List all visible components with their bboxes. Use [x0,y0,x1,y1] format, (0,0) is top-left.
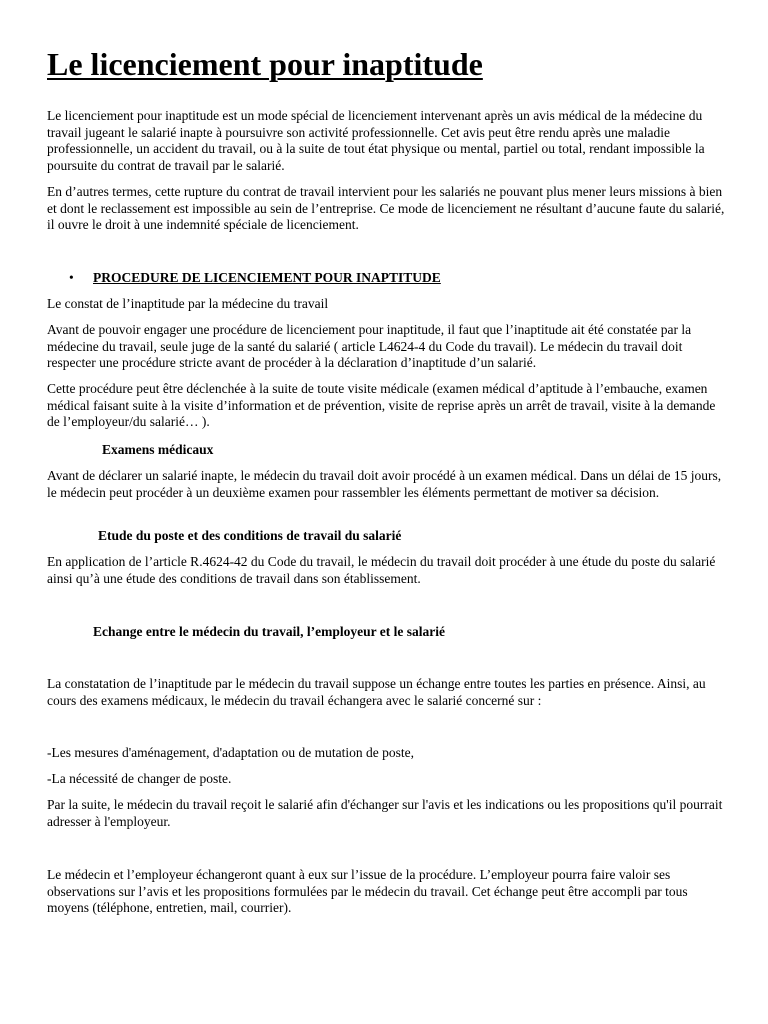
paragraph-application-article: En application de l’article R.4624-42 du Code du travail, le médecin du travail doit procéder à une étude du poste du salarié ainsi qu’à une étude des conditions de travail dans son établissement. [47,554,716,586]
paragraph-avant-engager: Avant de pouvoir engager une procédure de licenciement pour inaptitude, il faut que l’inaptitude ait été constatée par la médecine du travail, seule juge de la santé du salarié ( article L4624-4 du Code du travail). Le médecin du travail doit respecter une procédure stricte avant de procéder à la déclaration d’inaptitude d’un salarié. [47,322,692,371]
page-title: Le licenciement pour inaptitude [47,46,483,82]
subheading-etude: Etude du poste et des conditions de travail du salarié [98,528,402,543]
bullet-icon: • [69,270,74,285]
paragraph-intro-2: En d’autres termes, cette rupture du contrat de travail intervient pour les salariés ne pouvant plus mener leurs missions à bien et dont le reclassement est impossible au sein de l’entreprise. Ce mode de licenciement ne résultant d’aucune faute du salarié, il ouvre le droit à une indemnité spéciale de licenciement. [47,184,725,233]
list-item-amenagement: -Les mesures d'aménagement, d'adaptation ou de mutation de poste, [47,745,415,760]
subheading-examens: Examens médicaux [102,442,214,457]
paragraph-cette-procedure: Cette procédure peut être déclenchée à la suite de toute visite médicale (examen médical d’aptitude à l’embauche, examen médical faisant suite à la visite d’information et de prévention, visite de reprise après un arrêt de travail, visite à la demande de l’employeur/du salarié… ). [47,381,716,430]
paragraph-constat-heading: Le constat de l’inaptitude par la médecine du travail [47,296,329,311]
section-heading-procedure: PROCEDURE DE LICENCIEMENT POUR INAPTITUDE [93,270,441,285]
paragraph-par-la-suite: Par la suite, le médecin du travail reçoit le salarié afin d'échanger sur l'avis et les indications ou les propositions qu'il pourrait adresser à l'employeur. [47,797,723,829]
paragraph-medecin-employeur: Le médecin et l’employeur échangeront quant à eux sur l’issue de la procédure. L’employeur pourra faire valoir ses observations sur l’avis et les propositions formulées par le médecin du travail. Cet échange peut être accompli par tous moyens (téléphone, entretien, mail, courrier). [47,867,688,916]
paragraph-intro-1: Le licenciement pour inaptitude est un mode spécial de licenciement intervenant après un avis médical de la médecine du travail jugeant le salarié inapte à poursuivre son activité professionnelle. Cet avis peut être rendu après une maladie professionnelle, un accident du travail, ou à la suite de tout état physique ou mental, partiel ou total, rendant impossible la poursuite du contrat de travail par le salarié. [47,108,705,173]
list-item-changer-poste: -La nécessité de changer de poste. [47,771,232,786]
paragraph-avant-declarer: Avant de déclarer un salarié inapte, le médecin du travail doit avoir procédé à un examen médical. Dans un délai de 15 jours, le médecin peut procéder à un deuxième examen pour rassembler les éléments permettant de motiver sa décision. [47,468,722,500]
paragraph-constatation: La constatation de l’inaptitude par le médecin du travail suppose un échange entre toutes les parties en présence. Ainsi, au cours des examens médicaux, le médecin du travail échangera avec le salarié concerné sur : [47,676,706,708]
subheading-echange: Echange entre le médecin du travail, l’employeur et le salarié [93,624,445,639]
